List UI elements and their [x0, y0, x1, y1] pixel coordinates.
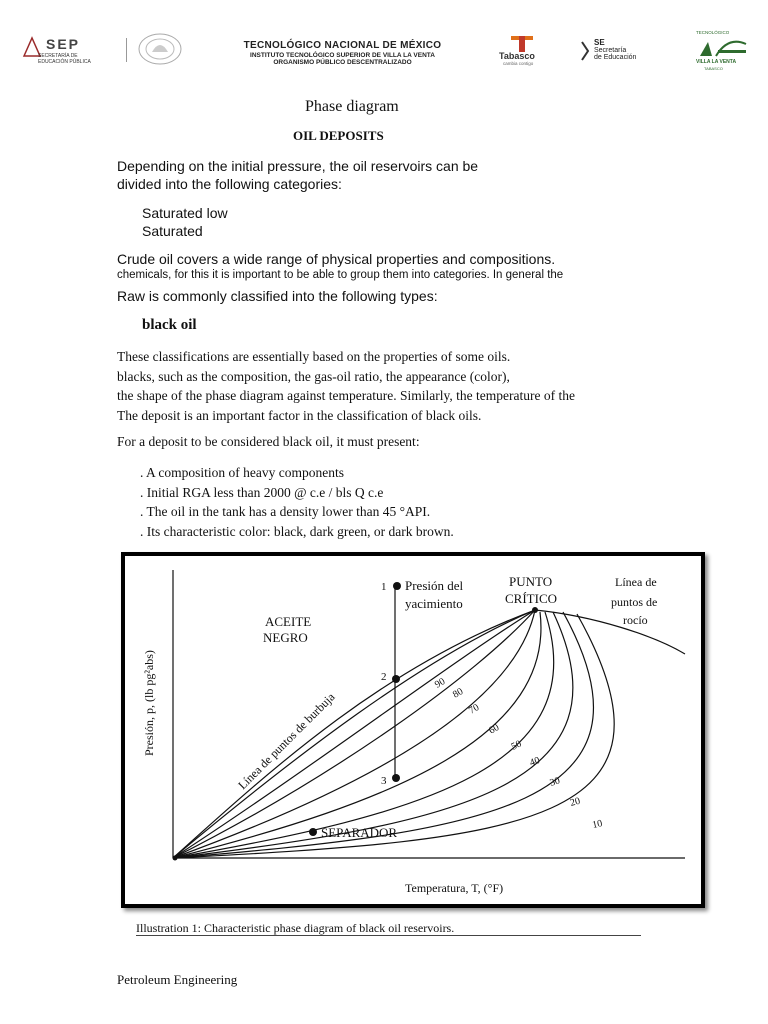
- critical-label-2: CRÍTICO: [505, 591, 557, 606]
- reservoir-label-2: yacimiento: [405, 596, 463, 611]
- category-list: [142, 204, 228, 240]
- tecnm-line-3: ORGANISMO PÚBLICO DESCENTRALIZADO: [273, 59, 412, 66]
- caption-underline: [136, 935, 641, 936]
- quality-label-40: 40: [528, 755, 542, 769]
- classification-line: blacks, such as the composition, the gas-oil ratio, the appearance (color),: [117, 368, 510, 384]
- classification-paragraph: [117, 347, 575, 425]
- page-footer: Petroleum Engineering: [117, 972, 238, 987]
- classification-line: The deposit is an important factor in the classification of black oils.: [117, 407, 482, 423]
- se-line-2: de Educación: [594, 54, 637, 61]
- critical-label-1: PUNTO: [509, 574, 553, 589]
- dew-label-3: rocío: [623, 613, 648, 627]
- itsvv-bottom: TABASCO: [704, 66, 723, 71]
- itsvv-mid: VILLA LA VENTA: [696, 59, 737, 65]
- quality-label-30: 30: [548, 775, 562, 789]
- quality-label-20: 20: [568, 795, 582, 809]
- se-chevron-icon: [580, 40, 590, 62]
- phase-diagram: [125, 556, 701, 904]
- tabasco-t-icon: [511, 36, 533, 52]
- tabasco-name: Tabasco: [499, 51, 535, 61]
- quality-line-20: [173, 612, 594, 858]
- reservoir-point-2: [392, 675, 400, 683]
- se-abbr: SE: [594, 38, 605, 47]
- point-label-3: 3: [381, 775, 387, 787]
- intro-paragraph: [117, 157, 478, 193]
- type-heading-label: black oil: [142, 317, 197, 333]
- requirement-list: [140, 463, 454, 541]
- list-item: [142, 222, 228, 240]
- reservoir-point-3: [392, 774, 400, 782]
- y-axis-label: Presión, p, (lb pg²abs): [142, 650, 156, 756]
- sep-logo-subtitle-2: EDUCACIÓN PÚBLICA: [38, 59, 91, 65]
- x-axis-label: Temperatura, T, (°F): [405, 881, 504, 895]
- separator-point: [309, 828, 317, 836]
- quality-label-90: 90: [433, 676, 448, 691]
- type-heading: [142, 317, 197, 334]
- tabasco-tagline: cambia contigo: [503, 61, 534, 66]
- doc-title: Phase diagram: [305, 98, 399, 115]
- itsvv-emblem-icon: [698, 36, 750, 58]
- origin-point: [173, 856, 178, 861]
- tecnm-header: [210, 40, 475, 66]
- region-label-2: NEGRO: [263, 630, 308, 645]
- list-item: . A composition of heavy components: [140, 465, 344, 480]
- list-item: . Its characteristic color: black, dark green, or dark brown.: [140, 523, 454, 539]
- intro-line: divided into the following categories:: [117, 176, 342, 192]
- list-item: . Initial RGA less than 2000 @ c.e / bls Q c.e: [140, 484, 384, 500]
- list-item: . The oil in the tank has a density lower than 45 °API.: [140, 504, 431, 519]
- category-label: Saturated low: [142, 205, 228, 221]
- section-heading: OIL DEPOSITS: [293, 128, 384, 143]
- quality-line-80: [173, 610, 535, 858]
- se-line-1: Secretaría: [594, 47, 627, 54]
- list-item: [142, 204, 228, 222]
- sep-logo: [22, 36, 117, 64]
- se-logo: [580, 38, 660, 64]
- crude-line-2: chemicals, for this it is important to be able to group them into categories. In general the: [117, 269, 564, 281]
- critical-point: [532, 607, 538, 613]
- dew-point-curve: [535, 610, 685, 654]
- requirement-intro: For a deposit to be considered black oil, it must present:: [117, 434, 420, 449]
- header-divider: [126, 38, 127, 62]
- phase-diagram-figure: [121, 552, 705, 908]
- figure-caption: Illustration 1: Characteristic phase diagram of black oil reservoirs.: [136, 921, 455, 935]
- point-label-1: 1: [381, 581, 387, 593]
- classification-line: the shape of the phase diagram against temperature. Similarly, the temperature of the: [117, 388, 575, 403]
- quality-line-10: [173, 614, 614, 858]
- mexico-shield-icon: [136, 32, 184, 66]
- dew-label-2: puntos de: [611, 595, 658, 609]
- quality-label-80: 80: [451, 686, 466, 701]
- tecnm-line-1: TECNOLÓGICO NACIONAL DE MÉXICO: [243, 40, 442, 51]
- quality-label-70: 70: [467, 702, 482, 717]
- quality-line-40: [173, 612, 554, 858]
- intro-line: Depending on the initial pressure, the oil reservoirs can be: [117, 158, 479, 174]
- sep-logo-subtitle-1: SECRETARÍA DE: [38, 53, 78, 59]
- quality-label-60: 60: [487, 722, 502, 737]
- sep-logo-title: SEP: [46, 36, 81, 52]
- tabasco-logo: [497, 36, 549, 66]
- bubble-label: Línea de puntos de burbuja: [235, 689, 338, 793]
- reservoir-point-1: [393, 582, 401, 590]
- reservoir-label-1: Presión del: [405, 578, 464, 593]
- itsvv-logo: [694, 30, 754, 72]
- region-label-1: ACEITE: [265, 614, 312, 629]
- crude-line-3: Raw is commonly classified into the following types:: [117, 288, 438, 304]
- itsvv-top: TECNOLÓGICO: [696, 30, 730, 35]
- separator-label: SEPARADOR: [321, 825, 398, 840]
- point-label-2: 2: [381, 671, 387, 683]
- classification-line: These classifications are essentially based on the properties of some oils.: [117, 349, 511, 364]
- quality-label-50: 50: [509, 738, 524, 753]
- crude-line-1: Crude oil covers a wide range of physical properties and compositions.: [117, 251, 556, 267]
- quality-label-10: 10: [591, 818, 604, 831]
- category-label: Saturated: [142, 223, 203, 239]
- dew-label-1: Línea de: [615, 575, 657, 589]
- tecnm-line-2: INSTITUTO TECNOLÓGICO SUPERIOR DE VILLA LA VENTA: [250, 52, 435, 59]
